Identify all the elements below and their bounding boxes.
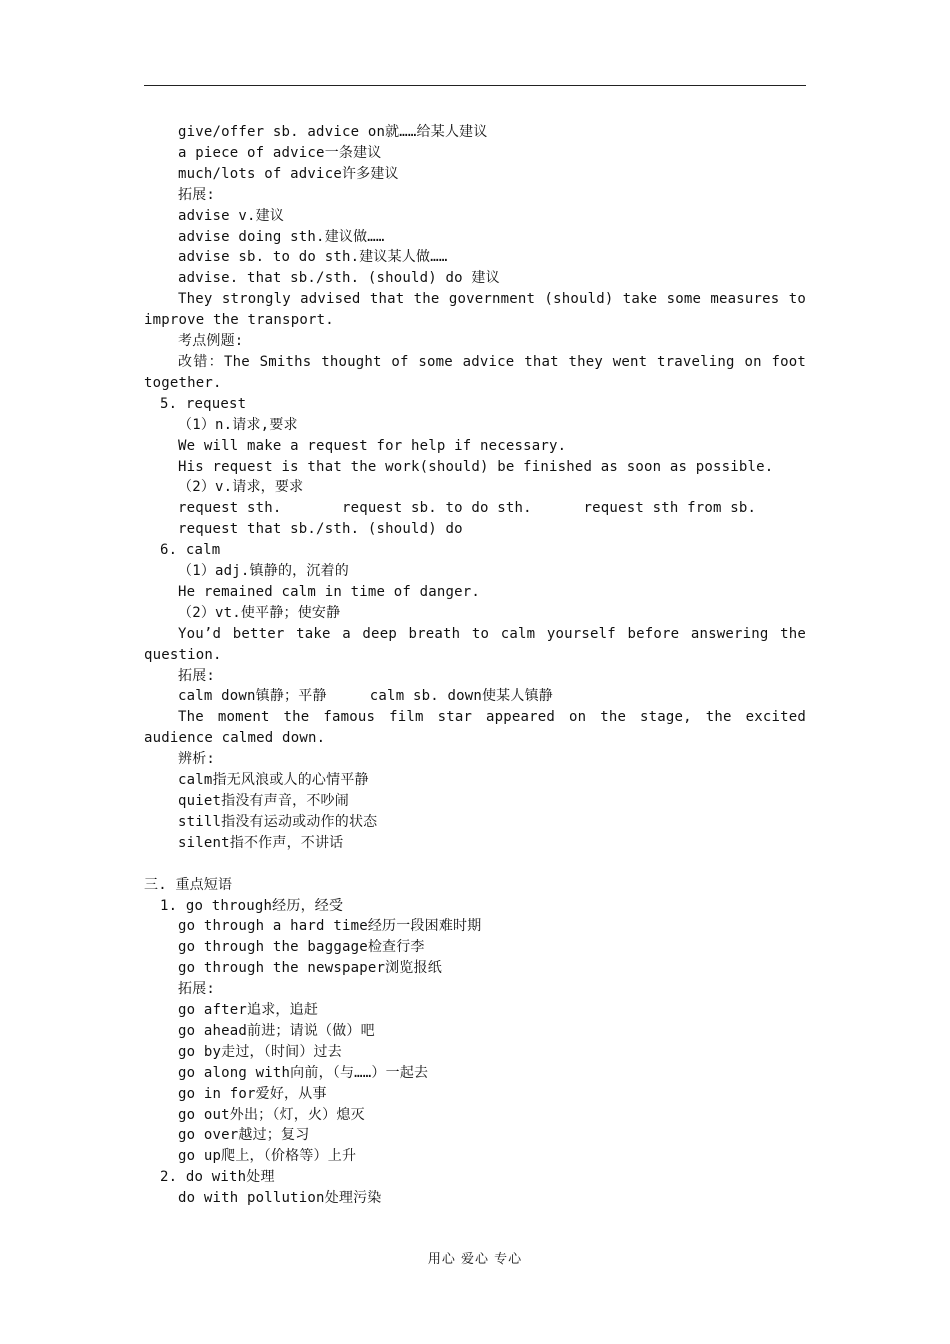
- text-line: do with pollution处理污染: [178, 1190, 382, 1207]
- spacer: [144, 854, 806, 875]
- text-line: go through the baggage检查行李: [178, 939, 425, 956]
- paragraph: The moment the famous film star appeared on the stage, the excited audience calmed down.: [144, 709, 806, 747]
- text-line: go by走过，（时间）过去: [178, 1043, 342, 1060]
- text-line: advise doing sth.建议做……: [178, 228, 385, 245]
- text-line: 拓展:: [178, 667, 216, 684]
- text-line: still指没有运动或动作的状态: [178, 813, 378, 830]
- text-line: （2）vt.使平静；使安静: [178, 604, 341, 621]
- paragraph: You’d better take a deep breath to calm yourself before answering the question.: [144, 625, 806, 663]
- text-line: silent指不作声，不讲话: [178, 834, 344, 851]
- section-item: 6. calm: [160, 542, 221, 559]
- text-line: go in for爱好，从事: [178, 1085, 327, 1102]
- text-line: request sth. request sb. to do sth. request sth from sb.: [178, 500, 757, 517]
- paragraph: 改错：The Smiths thought of some advice that they went traveling on foot together.: [144, 353, 806, 391]
- text-line: His request is that the work(should) be finished as soon as possible.: [178, 458, 774, 475]
- text-line: （2）v.请求，要求: [178, 479, 304, 496]
- text-line: go through a hard time经历一段困难时期: [178, 918, 482, 935]
- text-line: advise sb. to do sth.建议某人做……: [178, 249, 448, 266]
- text-line: We will make a request for help if necessary.: [178, 437, 567, 454]
- text-line: go after追求，追赶: [178, 1002, 319, 1019]
- text-line: go out外出；（灯，火）熄灭: [178, 1106, 365, 1123]
- header-rule: [144, 85, 806, 86]
- text-line: （1）adj.镇静的，沉着的: [178, 563, 349, 580]
- text-line: （1）n.请求,要求: [178, 416, 298, 433]
- text-line: go along with向前，（与……）一起去: [178, 1064, 429, 1081]
- text-line: 拓展:: [178, 186, 216, 203]
- section-item: 1. go through经历，经受: [160, 897, 344, 914]
- text-line: a piece of advice一条建议: [178, 144, 382, 161]
- text-line: go through the newspaper浏览报纸: [178, 960, 442, 977]
- text-line: go ahead前进；请说（做）吧: [178, 1022, 375, 1039]
- text-line: quiet指没有声音，不吵闹: [178, 793, 349, 809]
- text-line: give/offer sb. advice on就……给某人建议: [178, 124, 488, 140]
- text-line: go over越过；复习: [178, 1127, 310, 1144]
- section-heading: 三. 重点短语: [144, 876, 233, 893]
- text-line: calm指无风浪或人的心情平静: [178, 772, 369, 789]
- section-item: 5. request: [160, 395, 247, 412]
- text-line: calm down镇静；平静 calm sb. down使某人镇静: [178, 688, 553, 705]
- text-line: much/lots of advice许多建议: [178, 165, 399, 182]
- text-line: advise. that sb./sth. (should) do 建议: [178, 270, 500, 287]
- text-line: 考点例题:: [178, 333, 244, 350]
- text-line: 辨析:: [178, 751, 216, 768]
- page-footer: 用心 爱心 专心: [427, 1252, 523, 1267]
- document-body: [144, 122, 806, 1209]
- text-line: advise v.建议: [178, 207, 285, 224]
- text-line: go up爬上，（价格等）上升: [178, 1148, 357, 1165]
- text-line: 拓展:: [178, 981, 216, 998]
- section-item: 2. do with处理: [160, 1169, 275, 1186]
- text-line: He remained calm in time of danger.: [178, 583, 481, 600]
- paragraph: They strongly advised that the government (should) take some measures to improve the transport.: [144, 291, 806, 329]
- text-line: request that sb./sth. (should) do: [178, 521, 463, 538]
